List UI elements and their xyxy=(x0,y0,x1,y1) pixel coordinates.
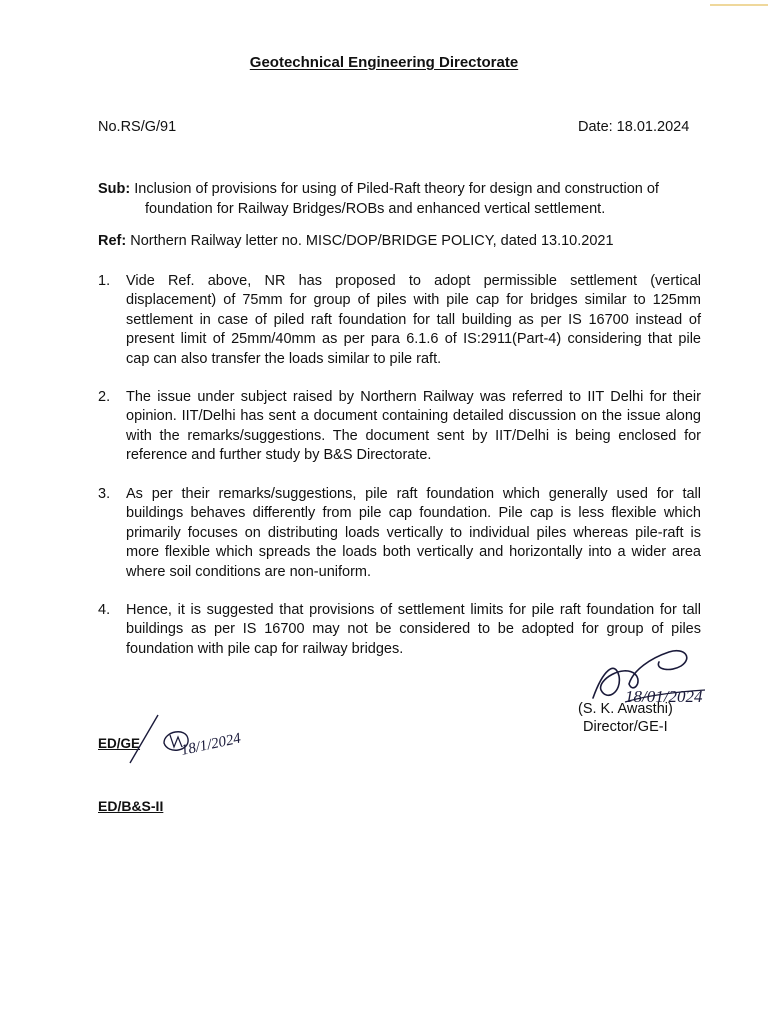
paragraph-number: 3. xyxy=(98,486,111,502)
recipient-ed-ge: ED/GE xyxy=(98,736,141,751)
signatory-designation: Director/GE-I xyxy=(583,719,668,735)
subject-text-1: Inclusion of provisions for using of Piled-Raft theory for design and construction of xyxy=(134,181,659,197)
reference-block xyxy=(98,232,708,252)
subject-line-1 xyxy=(98,180,703,200)
directorate-heading: Geotechnical Engineering Directorate xyxy=(249,54,519,71)
scan-edge-mark xyxy=(710,4,768,6)
paragraph-text: Vide Ref. above, NR has proposed to adopt permissible settlement (vertical displacement) of 75mm for group of piles with pile cap for bridges similar to 125mm settlement in case of piled raft foundation for tall building as per IS 16700 instead of present limit of 25mm/40mm as per para 6.1.6 of IS:2911(Part-4) considering that pile cap can also transfer the loads similar to pile raft. xyxy=(126,273,701,367)
paragraph-text: As per their remarks/suggestions, pile raft foundation which generally used for tall buildings behaves differently from pile cap foundation. Pile cap is less flexible which primarily focuses on distributing loads vertically to individual piles whereas pile-raft is more flexible which spreads the loads both vertically and horizontally into a wider area where soil conditions are non-uniform. xyxy=(126,486,701,580)
subject-label: Sub: xyxy=(98,181,131,197)
reference-number: No.RS/G/91 xyxy=(98,119,177,135)
paragraph-number: 2. xyxy=(98,389,111,405)
initials-date: 18/1/2024 xyxy=(179,730,243,759)
paragraph-number: 1. xyxy=(98,273,111,289)
subject-text-2: foundation for Railway Bridges/ROBs and enhanced vertical settlement. xyxy=(145,200,606,217)
reference-text: Northern Railway letter no. MISC/DOP/BRIDGE POLICY, dated 13.10.2021 xyxy=(130,233,614,249)
paragraph-2 xyxy=(98,388,701,466)
paragraph-3 xyxy=(98,485,701,582)
reference-label: Ref: xyxy=(98,233,127,249)
paragraph-text: Hence, it is suggested that provisions of settlement limits for pile raft foundation for tall buildings as per IS 16700 may not be considered to be adopted for group of piles foundation with pile cap for railway bridges. xyxy=(126,602,701,657)
paragraph-number: 4. xyxy=(98,602,111,618)
signatory-name: (S. K. Awasthi) xyxy=(578,701,673,717)
ed-ge-initials xyxy=(120,705,265,770)
subject-block xyxy=(98,180,703,219)
signature-date: 18/01/2024 xyxy=(625,687,703,706)
letter-date: Date: 18.01.2024 xyxy=(578,119,690,135)
paragraph-1 xyxy=(98,272,701,369)
paragraph-text: The issue under subject raised by Northern Railway was referred to IIT Delhi for their opinion. IIT/Delhi has sent a document containing detailed discussion on the issue along with the remarks/suggestions. The document sent by IIT/Delhi is being enclosed for reference and further study by B&S Directorate. xyxy=(126,389,701,464)
recipient-ed-bs: ED/B&S-II xyxy=(98,798,164,814)
